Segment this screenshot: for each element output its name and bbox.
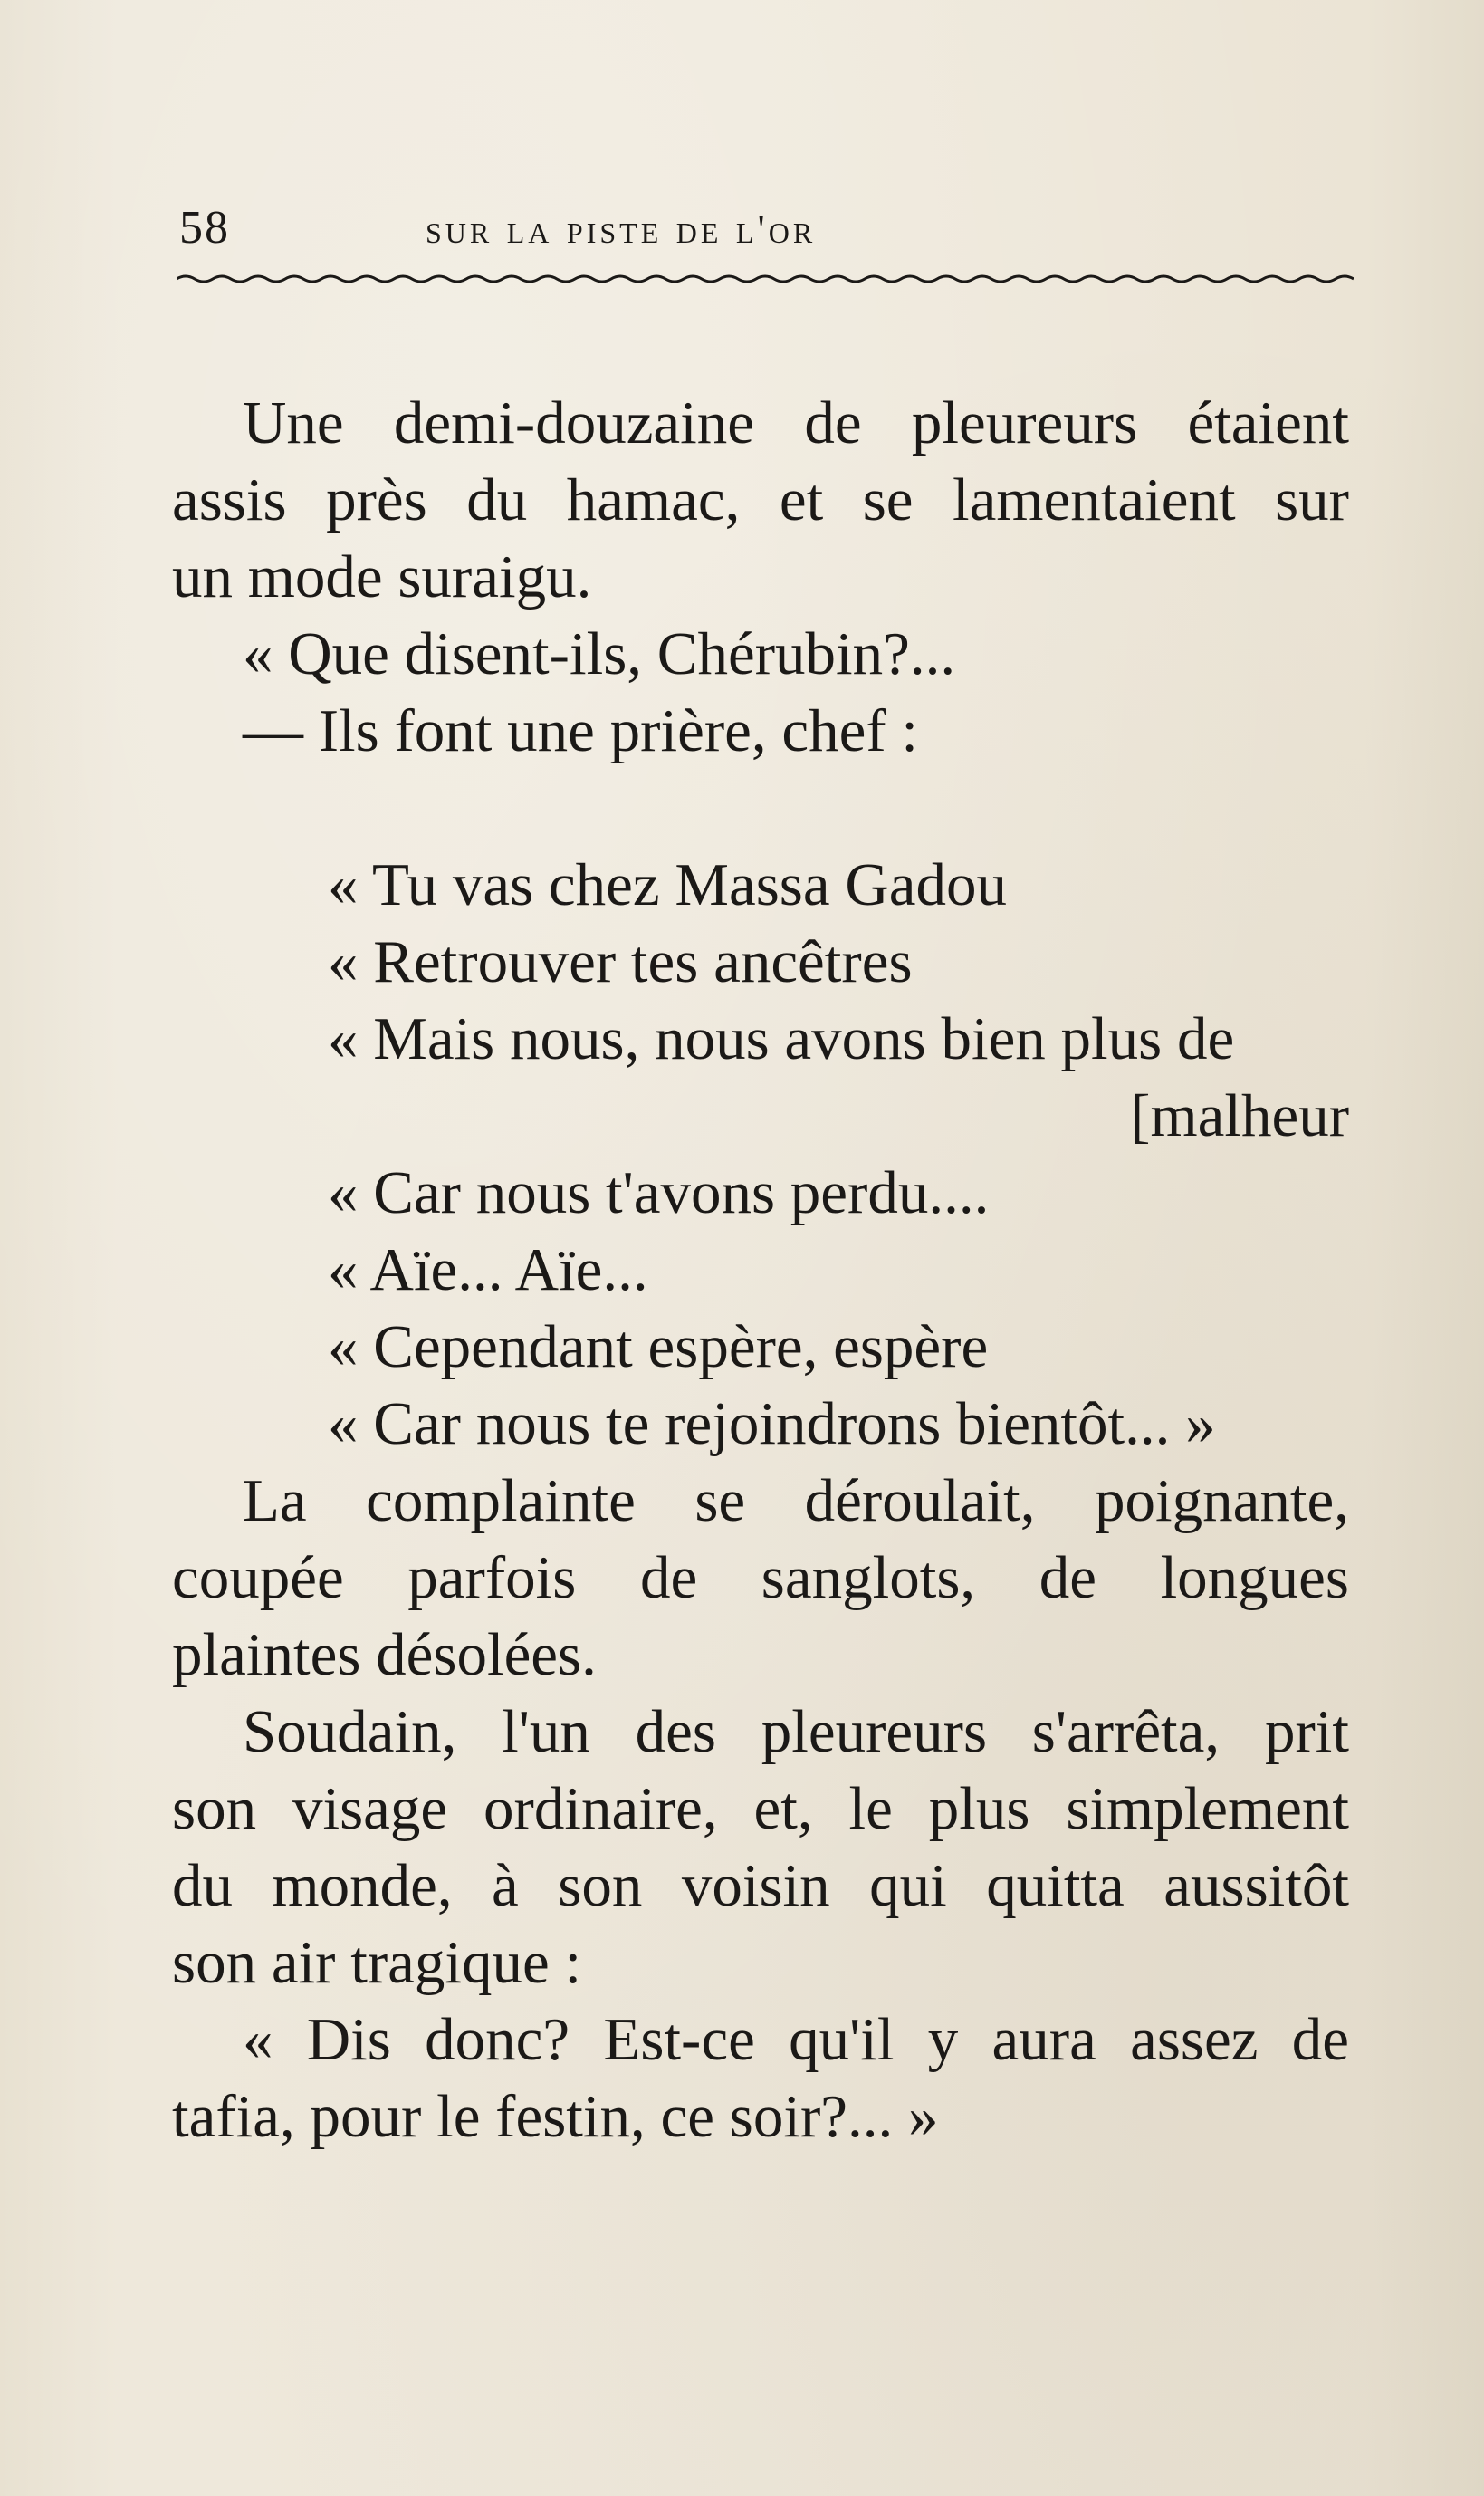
text-line-8: son visage ordinaire, et, le plus simplement <box>172 1775 1349 1842</box>
text-line-2: assis près du hamac, et se lamentaient sur <box>172 466 1349 533</box>
text-line-5: coupée parfois de sanglots, de longues <box>172 1544 1349 1611</box>
body-text <box>172 385 1349 2155</box>
verse-line-5: « Aïe... Aïe... <box>328 1236 648 1303</box>
text-line-1: Une demi-douzaine de pleureurs étaient <box>243 389 1349 456</box>
stanza-gap <box>172 770 1349 847</box>
running-head <box>172 201 1349 264</box>
text-line-12: tafia, pour le festin, ce soir?... » <box>172 2083 939 2150</box>
wavy-rule-line <box>177 276 1354 282</box>
dialogue-line-1: « Que disent-ils, Chérubin?... <box>243 620 956 687</box>
text-line-3: un mode suraigu. <box>172 543 592 610</box>
verse-line-3: « Mais nous, nous avons bien plus de <box>328 1005 1235 1072</box>
dialogue-line-2: — Ils font une prière, chef : <box>243 697 919 764</box>
text-line-10: son air tragique : <box>172 1929 582 1996</box>
verse-line-7: « Car nous te rejoindrons bientôt... » <box>328 1390 1216 1457</box>
text-line-9: du monde, à son voisin qui quitta aussitôt <box>172 1852 1349 1919</box>
verse-line-2: « Retrouver tes ancêtres <box>328 928 913 995</box>
page-number: 58 <box>179 202 230 254</box>
verse-line-4: « Car nous t'avons perdu.... <box>328 1159 990 1226</box>
running-title: sur la piste de l'or <box>426 206 817 252</box>
text-line-4: La complainte se déroulait, poignante, <box>243 1467 1349 1534</box>
text-line-6: plaintes désolées. <box>172 1621 597 1688</box>
verse-line-6: « Cependant espère, espère <box>328 1313 989 1380</box>
decorative-wavy-rule <box>177 272 1354 286</box>
verse-line-1: « Tu vas chez Massa Gadou <box>328 851 1007 918</box>
text-line-7: Soudain, l'un des pleureurs s'arrêta, prit <box>243 1698 1349 1765</box>
verse-line-3-continuation: [malheur <box>1130 1082 1349 1149</box>
text-line-11: « Dis donc? Est-ce qu'il y aura assez de <box>243 2006 1349 2073</box>
